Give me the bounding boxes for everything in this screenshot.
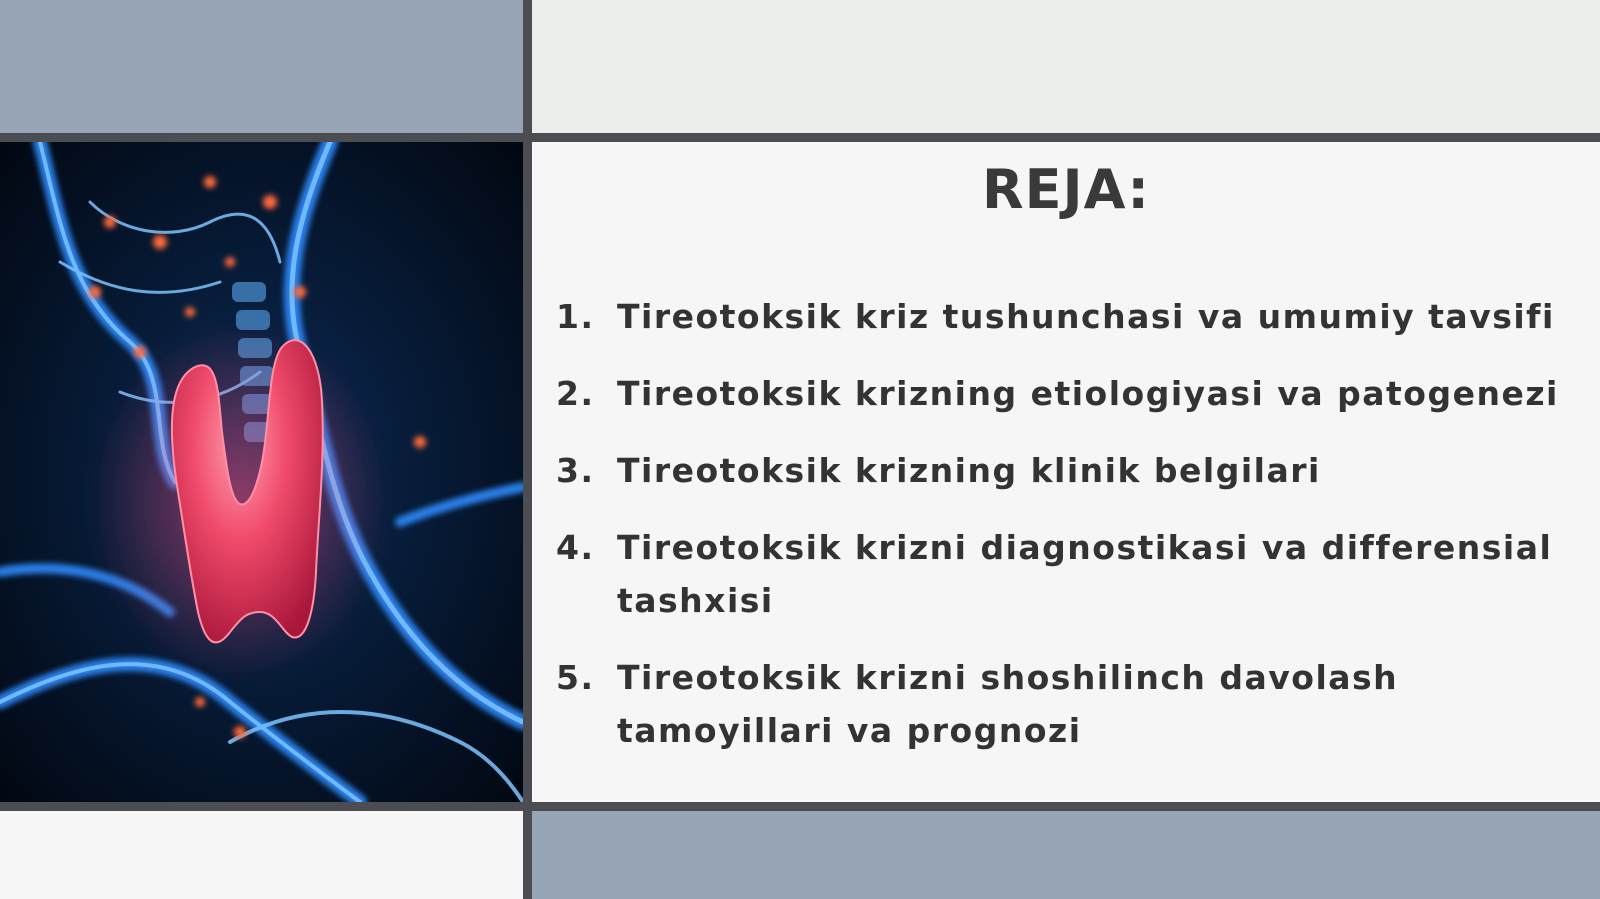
list-item [556, 290, 1586, 343]
list-item-text: Tireotoksik krizning klinik belgilari [617, 451, 1321, 490]
slide-title: REJA: [982, 158, 1150, 221]
list-item-text: Tireotoksik kriz tushunchasi va umumiy tavsifi [617, 297, 1555, 336]
list-item [556, 367, 1586, 420]
bottom-left-block [0, 811, 523, 899]
list-item-text: Tireotoksik krizning etiologiyasi va patogenezi [617, 374, 1559, 413]
list-item [556, 521, 1586, 627]
list-item-number: 2. [556, 374, 595, 413]
thyroid-image [0, 142, 523, 802]
list-item-number: 1. [556, 297, 595, 336]
plan-list [556, 290, 1586, 781]
thyroid-neck-illustration-icon [0, 142, 523, 802]
top-right-block [532, 0, 1600, 133]
list-item-number: 3. [556, 451, 595, 490]
list-item-number: 5. [556, 658, 595, 697]
plan-panel [532, 142, 1600, 802]
list-item [556, 651, 1586, 757]
list-item [556, 444, 1586, 497]
top-left-block [0, 0, 523, 133]
list-item-text: Tireotoksik krizni shoshilinch davolash tamoyillari va prognozi [617, 658, 1399, 750]
bottom-right-block [532, 811, 1600, 899]
list-item-text: Tireotoksik krizni diagnostikasi va differensial tashxisi [617, 528, 1553, 620]
list-item-number: 4. [556, 528, 595, 567]
